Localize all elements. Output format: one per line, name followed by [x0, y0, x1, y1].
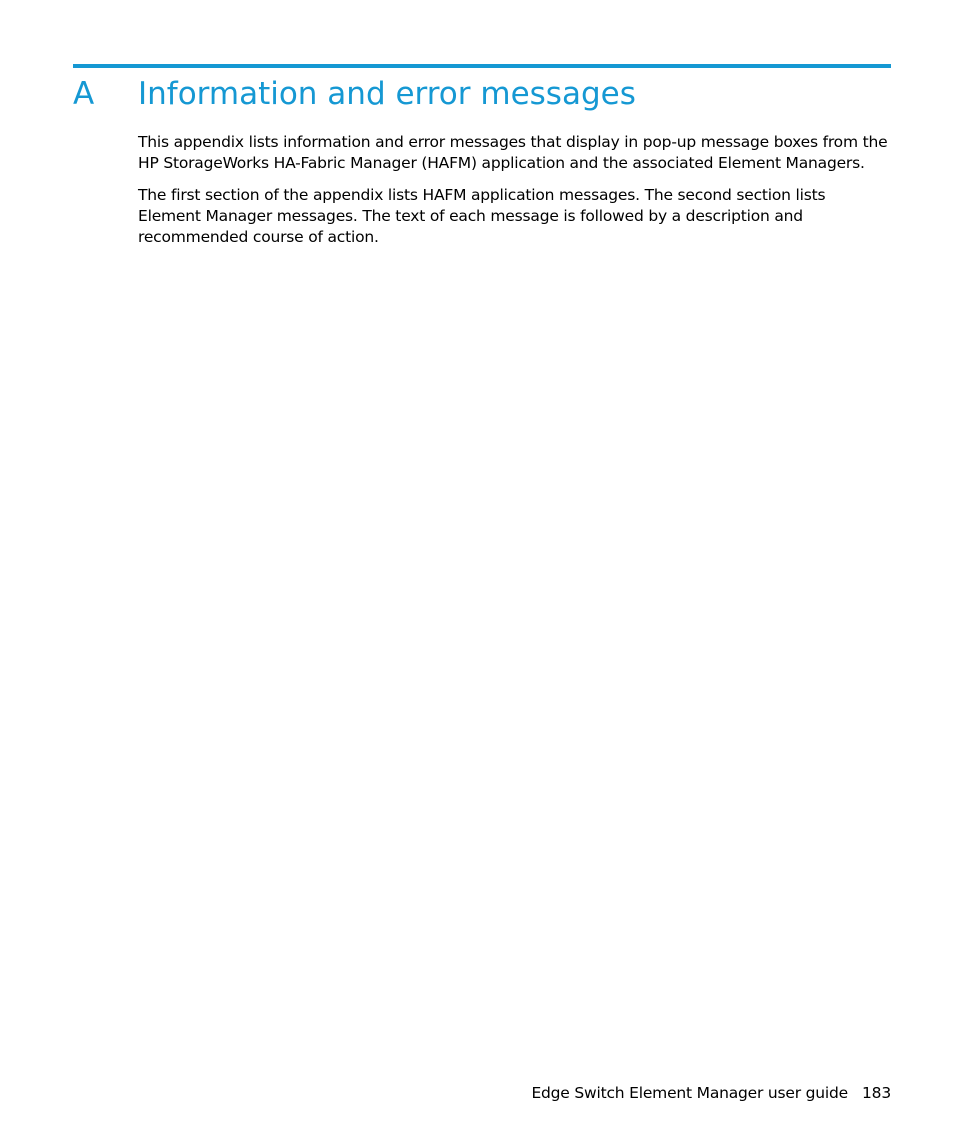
page-footer	[531, 1082, 891, 1104]
chapter-rule	[73, 64, 891, 68]
footer-guide-title: Edge Switch Element Manager user guide	[531, 1084, 848, 1102]
page-title: Information and error messages	[138, 76, 636, 112]
body-text	[138, 132, 890, 259]
appendix-letter: A	[73, 76, 95, 112]
page-number: 183	[862, 1084, 891, 1102]
sections-paragraph: The first section of the appendix lists HAFM application messages. The second section lists Element Manager messages. The text of each message is followed by a description and recommended course of action.	[138, 186, 826, 246]
intro-paragraph: This appendix lists information and error messages that display in pop-up message boxes from the HP StorageWorks HA-Fabric Manager (HAFM) application and the associated Element Managers.	[138, 133, 888, 172]
